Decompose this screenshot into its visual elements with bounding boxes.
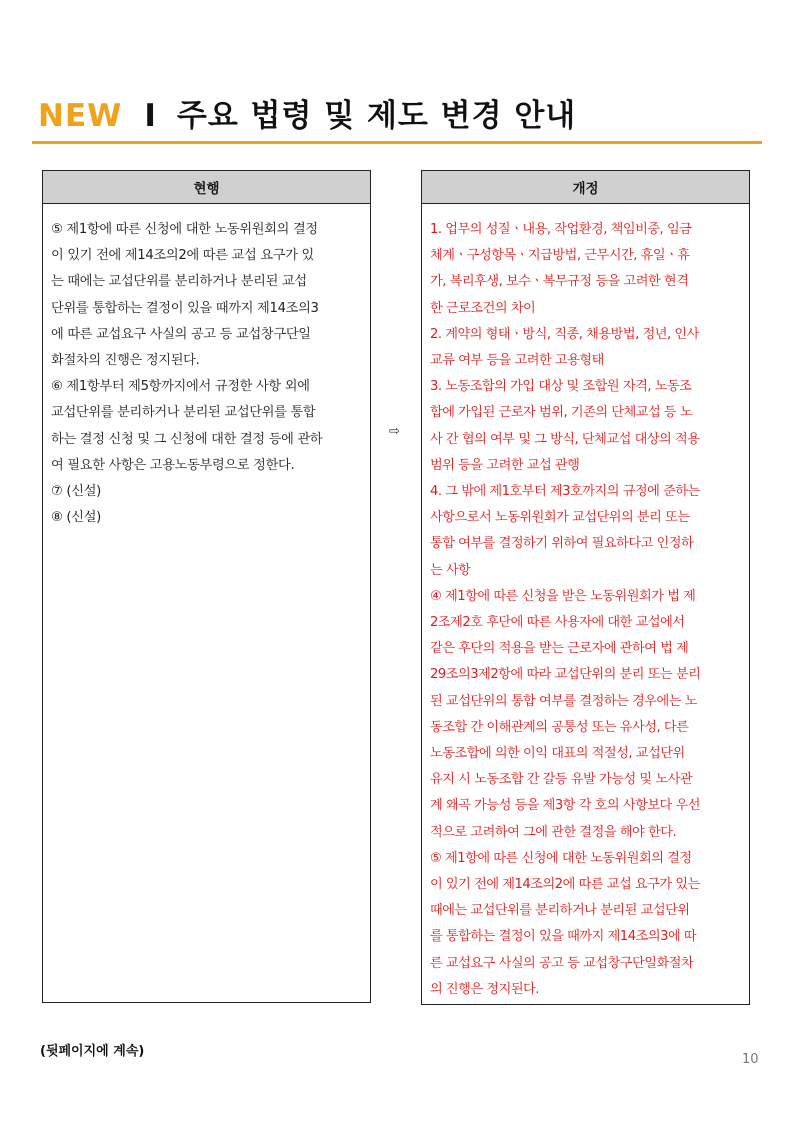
right-arrow-icon: ⇨ — [389, 424, 400, 439]
text-line: 화절차의 진행은 정지된다. — [51, 353, 200, 369]
text-line: 통합 여부를 결정하기 위하여 필요하다고 인정하 — [430, 536, 694, 552]
page-title — [38, 90, 576, 135]
text-line: 이 있기 전에 제14조의2에 따른 교섭 요구가 있는 — [430, 877, 700, 893]
revised-heading: 개정 — [422, 171, 749, 204]
text-line: 여 필요한 사항은 고용노동부령으로 정한다. — [51, 457, 295, 473]
text-line: 3. 노동조합의 가입 대상 및 조합원 자격, 노동조 — [430, 379, 692, 395]
text-line: 합에 가입된 근로자 범위, 기존의 단체교섭 등 노 — [430, 405, 693, 421]
text-line: 교류 여부 등을 고려한 고용형태 — [430, 353, 604, 369]
text-line: 의 진행은 정지된다. — [430, 981, 539, 997]
text-line: 계 왜곡 가능성 등을 제3항 각 호의 사항보다 우선 — [430, 798, 700, 814]
text-line: 에 따른 교섭요구 사실의 공고 등 교섭창구단일 — [51, 326, 311, 342]
text-line: 범위 등을 고려한 교섭 관행 — [430, 457, 580, 473]
text-line: 1. 업무의 성질ㆍ내용, 작업환경, 책임비중, 임금 — [430, 222, 692, 237]
text-line: 사 간 협의 여부 및 그 방식, 단체교섭 대상의 적용 — [430, 431, 700, 447]
text-line: 를 통합하는 결정이 있을 때까지 제14조의3에 따 — [430, 929, 697, 945]
revised-text — [422, 204, 749, 1003]
text-line: 단위를 통합하는 결정이 있을 때까지 제14조의3 — [51, 300, 319, 316]
text-line: 4. 그 밖에 제1호부터 제3호까지의 규정에 준하는 — [430, 484, 700, 500]
title-separator: I — [144, 98, 157, 134]
text-line: 2조제2호 후단에 따른 사용자에 대한 교섭에서 — [430, 615, 685, 631]
text-line: 교섭단위를 분리하거나 분리된 교섭단위를 통합 — [51, 405, 316, 421]
text-line: 적으로 고려하여 그에 관한 결정을 해야 한다. — [430, 824, 677, 840]
text-line: ⑤ 제1항에 따른 신청에 대한 노동위원회의 결정 — [51, 222, 318, 237]
current-column — [42, 170, 371, 1003]
text-line: 하는 결정 신청 및 그 신청에 대한 결정 등에 관하 — [51, 431, 323, 447]
text-line: 는 때에는 교섭단위를 분리하거나 분리된 교섭 — [51, 274, 307, 290]
text-line: ⑧ (신설) — [51, 510, 101, 526]
revised-column — [421, 170, 750, 1005]
text-line: ⑤ 제1항에 따른 신청에 대한 노동위원회의 결정 — [430, 850, 692, 866]
text-line: 동조합 간 이해관계의 공통성 또는 유사성, 다른 — [430, 719, 689, 735]
text-line: 이 있기 전에 제14조의2에 따른 교섭 요구가 있 — [51, 248, 314, 264]
text-line: 같은 후단의 적용을 받는 근로자에 관하여 법 제 — [430, 641, 689, 657]
text-line: ⑦ (신설) — [51, 484, 101, 500]
text-line: 한 근로조건의 차이 — [430, 300, 536, 316]
text-line: 2. 계약의 형태ㆍ방식, 직종, 채용방법, 정년, 인사 — [430, 326, 699, 342]
text-line: 른 교섭요구 사실의 공고 등 교섭창구단일화절차 — [430, 955, 694, 971]
page-number: 10 — [742, 1052, 759, 1067]
current-text — [43, 204, 370, 531]
text-line: 된 교섭단위의 통합 여부를 결정하는 경우에는 노 — [430, 693, 697, 709]
text-line: 29조의3제2항에 따라 교섭단위의 분리 또는 분리 — [430, 667, 701, 683]
new-label: NEW — [38, 98, 123, 134]
text-line: 때에는 교섭단위를 분리하거나 분리된 교섭단위 — [430, 903, 690, 919]
continued-note: (뒷페이지에 계속) — [40, 1044, 145, 1059]
text-line: ④ 제1항에 따른 신청을 받은 노동위원회가 법 제 — [430, 588, 696, 604]
text-line: ⑥ 제1항부터 제5항까지에서 규정한 사항 외에 — [51, 379, 310, 395]
text-line: 체계ㆍ구성항목ㆍ지급방법, 근무시간, 휴일ㆍ휴 — [430, 248, 690, 264]
text-line: 가, 복리후생, 보수ㆍ복무규정 등을 고려한 현격 — [430, 274, 689, 290]
current-heading: 현행 — [43, 171, 370, 204]
title-text: 주요 법령 및 제도 변경 안내 — [176, 98, 577, 134]
text-line: 노동조합에 의한 이익 대표의 적절성, 교섭단위 — [430, 746, 685, 762]
title-underline — [32, 141, 762, 144]
text-line: 는 사항 — [430, 562, 471, 578]
text-line: 사항으로서 노동위원회가 교섭단위의 분리 또는 — [430, 510, 690, 526]
text-line: 유지 시 노동조합 간 갈등 유발 가능성 및 노사관 — [430, 772, 693, 788]
